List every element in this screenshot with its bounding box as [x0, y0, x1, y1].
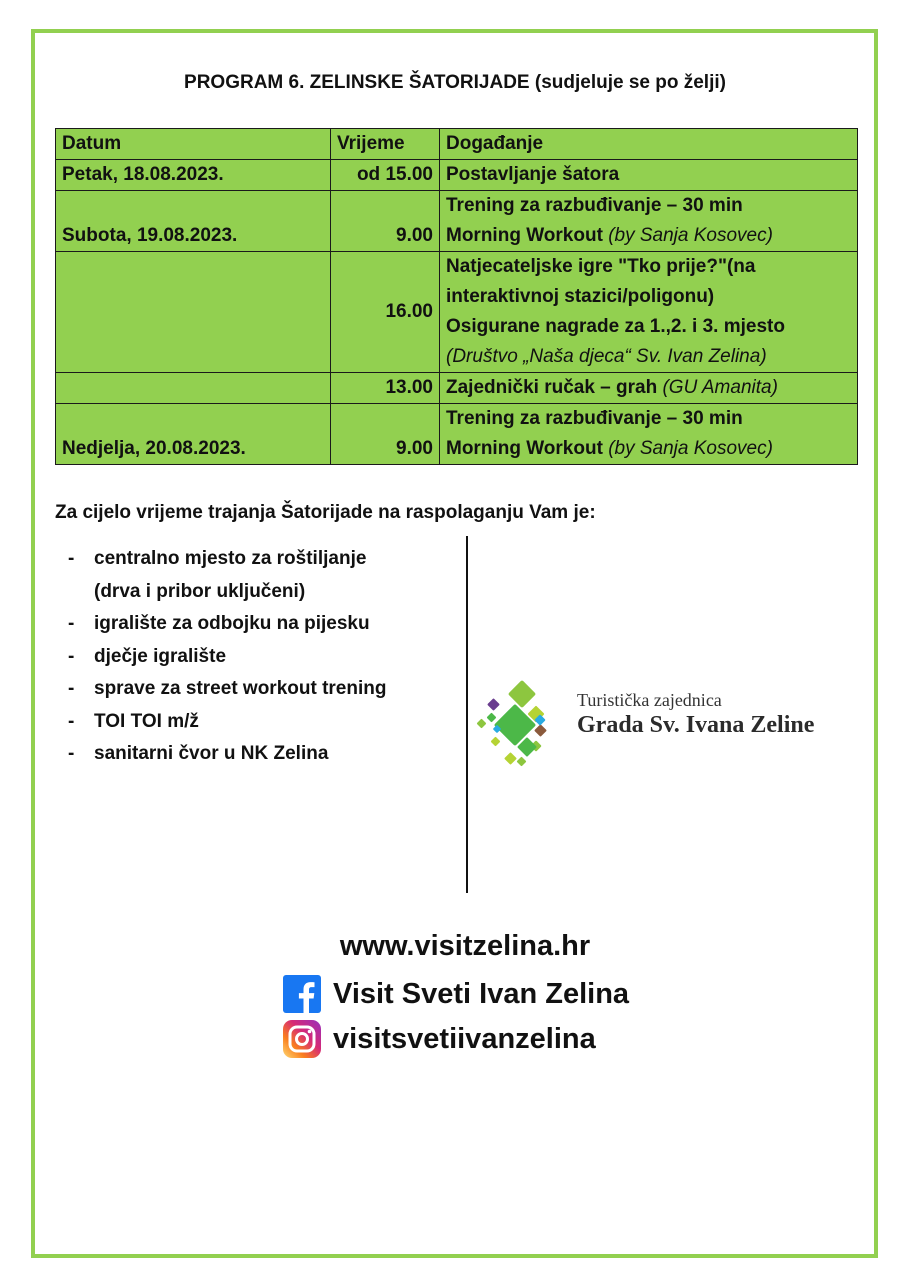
row-date: Petak, 18.08.2023. — [56, 160, 331, 191]
facebook-link[interactable] — [283, 975, 629, 1013]
vertical-divider — [466, 536, 468, 893]
table-row — [56, 191, 858, 252]
header-dogadanje: Događanje — [440, 129, 858, 160]
logo-mark-icon — [474, 680, 574, 770]
row-date: Subota, 19.08.2023. — [56, 191, 331, 252]
row-event — [440, 373, 858, 404]
row-event — [440, 191, 858, 252]
table-row — [56, 252, 858, 373]
event-line: Zajednički ručak – grah (GU Amanita) — [446, 377, 778, 398]
header-vrijeme: Vrijeme — [331, 129, 440, 160]
event-line: Osigurane nagrade za 1.,2. i 3. mjesto — [446, 316, 785, 337]
list-item: - igralište za odbojku na pijesku — [68, 613, 370, 634]
row-time: od 15.00 — [331, 160, 440, 191]
row-event — [440, 160, 858, 191]
row-time: 9.00 — [331, 191, 440, 252]
event-line: Morning Workout (by Sanja Kosovec) — [446, 438, 773, 459]
instagram-link[interactable] — [283, 1020, 596, 1058]
row-time: 13.00 — [331, 373, 440, 404]
table-row — [56, 404, 858, 465]
event-line: Trening za razbuđivanje – 30 min — [446, 408, 743, 429]
header-datum: Datum — [56, 129, 331, 160]
facebook-icon — [283, 975, 321, 1013]
list-item: - centralno mjesto za roštiljanje — [68, 548, 367, 569]
website-link[interactable]: www.visitzelina.hr — [339, 930, 591, 962]
row-date — [56, 373, 331, 404]
row-time: 16.00 — [331, 252, 440, 373]
event-line: (Društvo „Naša djeca“ Sv. Ivan Zelina) — [446, 346, 767, 367]
instagram-label: visitsvetiivanzelina — [333, 1022, 596, 1055]
row-event — [440, 404, 858, 465]
event-line: Natjecateljske igre "Tko prije?"(na — [446, 256, 756, 277]
list-item: - sprave za street workout trening — [68, 678, 387, 699]
table-header-row — [56, 129, 858, 160]
table-row — [56, 373, 858, 404]
list-item: - dječje igralište — [68, 645, 227, 667]
facebook-label: Visit Sveti Ivan Zelina — [333, 977, 630, 1010]
event-line: Postavljanje šatora — [446, 164, 620, 185]
list-item: - TOI TOI m/ž — [68, 710, 199, 732]
row-date: Nedjelja, 20.08.2023. — [56, 404, 331, 465]
row-time: 9.00 — [331, 404, 440, 465]
tourist-board-logo — [474, 680, 854, 770]
amenities-list — [66, 543, 386, 771]
event-line: Trening za razbuđivanje – 30 min — [446, 195, 743, 216]
logo-line-2: Grada Sv. Ivana Zeline — [577, 712, 815, 738]
logo-line-1: Turistička zajednica — [577, 690, 722, 710]
table-row — [56, 160, 858, 191]
row-event — [440, 252, 858, 373]
instagram-icon — [283, 1020, 321, 1058]
event-line: Morning Workout (by Sanja Kosovec) — [446, 225, 773, 246]
list-item: - sanitarni čvor u NK Zelina — [68, 743, 329, 764]
amenities-intro: Za cijelo vrijeme trajanja Šatorijade na raspolaganju Vam je: — [55, 502, 596, 523]
list-item: (drva i pribor uključeni) — [94, 580, 306, 602]
row-date — [56, 252, 331, 373]
program-table — [55, 128, 858, 465]
event-line: interaktivnoj stazici/poligonu) — [446, 286, 715, 307]
page-title: PROGRAM 6. ZELINSKE ŠATORIJADE (sudjeluje se po želji) — [184, 72, 726, 93]
